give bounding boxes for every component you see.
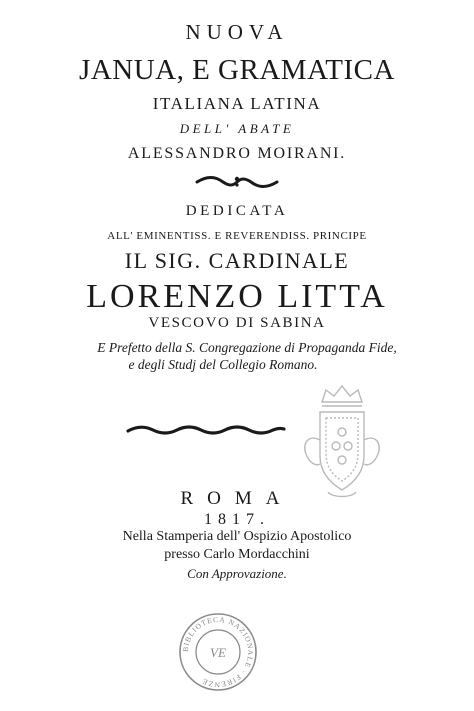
dedication-line-5: e degli Studj del Collegio Romano.	[128, 357, 318, 372]
small-ornament-icon	[193, 174, 281, 190]
imprint-publisher: presso Carlo Mordacchini	[164, 547, 310, 562]
stamp-center-text: VE	[210, 645, 226, 660]
imprint-approval: Con Approvazione.	[187, 566, 287, 581]
author-prefix: DELL' ABATE	[179, 121, 295, 136]
imprint-printer: Nella Stamperia dell' Ospizio Apostolico	[122, 529, 352, 544]
stamp-ring-text: BIBLIOTECA NAZIONALE · FIRENZE	[180, 614, 256, 690]
dedication-line-4: E Prefetto della S. Congregazione di Propaganda Fide,	[97, 340, 397, 355]
dedication-line-2: IL SIG. CARDINALE	[124, 248, 350, 273]
imprint-city: ROMA	[180, 488, 294, 509]
wavy-rule-ornament-icon	[125, 423, 287, 437]
imprint-year: 1817.	[204, 511, 270, 528]
library-stamp-icon	[176, 610, 260, 694]
title-line-2: JANUA, E GRAMATICA	[79, 54, 395, 86]
dedication-line-1: ALL' EMINENTISS. E REVERENDISS. PRINCIPE	[107, 230, 367, 242]
title-line-1: NUOVA	[185, 20, 289, 44]
title-line-3: ITALIANA LATINA	[152, 94, 322, 113]
dedicatee-name: LORENZO LITTA	[86, 278, 388, 315]
dedication-line-3: VESCOVO DI SABINA	[148, 315, 326, 331]
dedication-heading: DEDICATA	[185, 203, 289, 219]
author-name: ALESSANDRO MOIRANI.	[127, 145, 347, 162]
